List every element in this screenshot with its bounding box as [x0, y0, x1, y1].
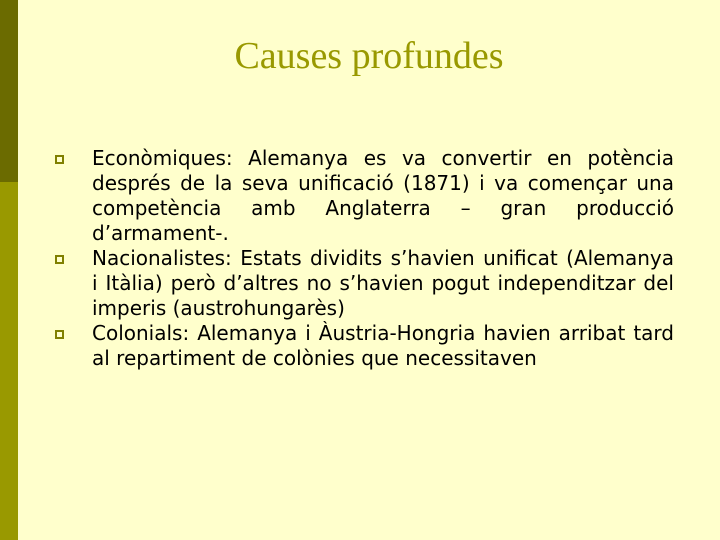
square-bullet-icon: [55, 255, 64, 264]
square-bullet-icon: [55, 155, 64, 164]
bullet-text: Nacionalistes: Estats dividits s’havien unificat (Alemanya i Itàlia) però d’altres no s’havien pogut independitzar del imperis (austrohungarès): [92, 246, 674, 320]
square-bullet-icon: [55, 330, 64, 339]
bullet-list: [0, 146, 720, 371]
bullet-item-economic: [0, 146, 720, 246]
bullet-item-colonial: [0, 321, 720, 371]
bullet-text: Econòmiques: Alemanya es va convertir en potència després de la seva unificació (1871) i va començar una competència amb Anglaterra – gran producció d’armament-.: [92, 146, 674, 245]
slide-title: Causes profundes: [234, 35, 504, 77]
bullet-item-nationalist: [0, 246, 720, 321]
bullet-text: Colonials: Alemanya i Àustria-Hongria havien arribat tard al repartiment de colònies que necessitaven: [92, 321, 674, 370]
